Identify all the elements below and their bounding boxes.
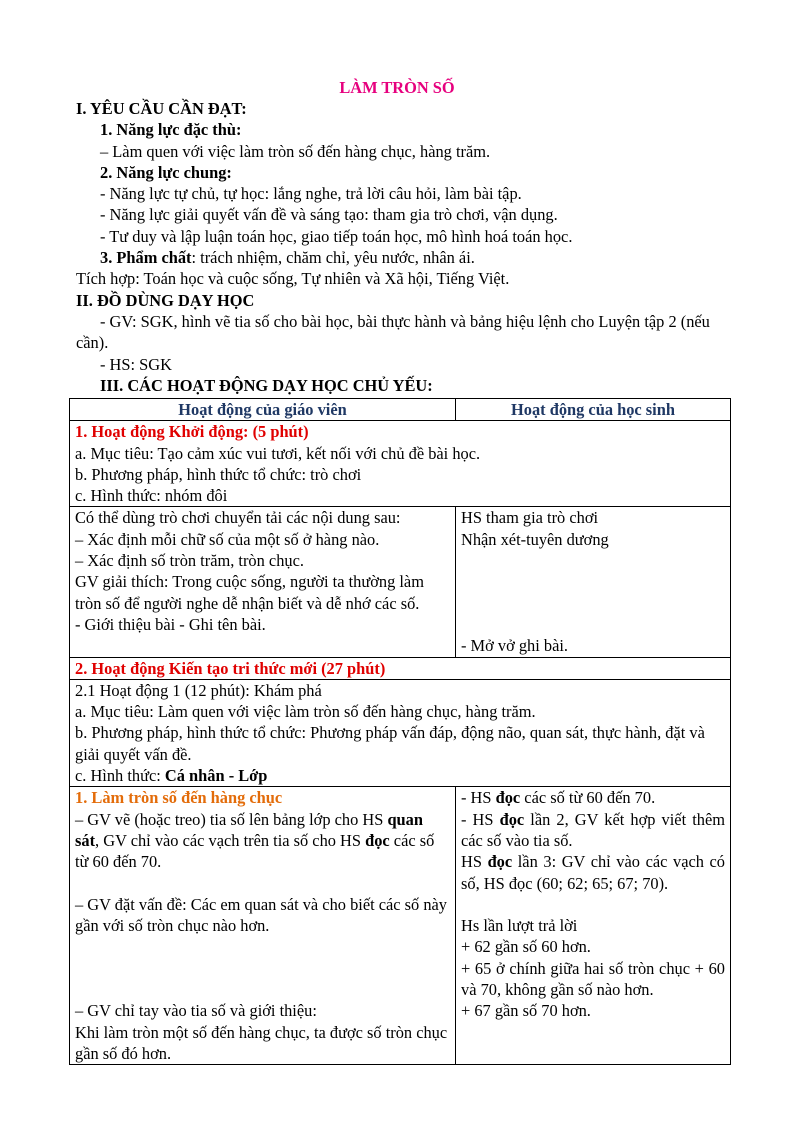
column-header-teacher: Hoạt động của giáo viên	[70, 399, 456, 421]
activity-method: b. Phương pháp, hình thức tổ chức: Phương pháp vấn đáp, động não, quan sát, thực hành, đặt và giải quyết vấn đề.	[75, 723, 705, 764]
explore-student-cell	[456, 787, 731, 1065]
section-heading-requirements: I. YÊU CẦU CẦN ĐẠT:	[76, 99, 247, 118]
heading-specific-competence: 1. Năng lực đặc thù:	[100, 120, 242, 140]
warmup-method: b. Phương pháp, hình thức tổ chức: trò chơi	[75, 464, 362, 484]
student-step: - Mở vở ghi bài.	[461, 636, 569, 656]
spacer	[75, 873, 450, 894]
warmup-info-cell	[70, 421, 731, 507]
teacher-step: – GV chỉ tay vào tia số và giới thiệu:	[75, 1001, 317, 1021]
teacher-step: – Xác định số tròn trăm, tròn chục.	[75, 551, 304, 571]
qualities-text: : trách nhiệm, chăm chỉ, yêu nước, nhân ái.	[191, 248, 475, 268]
integration-line: Tích hợp: Toán học và cuộc sống, Tự nhiên và Xã hội, Tiếng Việt.	[76, 269, 510, 289]
teacher-step: Khi làm tròn một số đến hàng chục, ta được số tròn chục gần số đó hơn.	[75, 1022, 448, 1063]
section-heading-materials: II. ĐỒ DÙNG DẠY HỌC	[76, 290, 255, 310]
heading-general-competence: 2. Năng lực chung:	[100, 162, 232, 182]
activity-goal: a. Mục tiêu: Làm quen với việc làm tròn số đến hàng chục, hàng trăm.	[75, 702, 536, 722]
new-knowledge-info-cell	[70, 679, 731, 786]
materials-student: - HS: SGK	[100, 354, 172, 374]
warmup-heading: 1. Hoạt động Khởi động: (5 phút)	[75, 422, 309, 442]
general-competence-item: - Tư duy và lập luận toán học, giao tiếp toán học, mô hình hoá toán học.	[100, 226, 573, 246]
spacer	[461, 614, 725, 635]
student-step: HS tham gia trò chơi	[461, 508, 599, 528]
student-step: + 62 gần số 60 hơn.	[461, 937, 591, 957]
column-header-student: Hoạt động của học sinh	[456, 399, 731, 421]
student-step: HS đọc lần 3: GV chỉ vào các vạch có số, HS đọc (60; 62; 65; 67; 70).	[461, 852, 725, 893]
warmup-goal: a. Mục tiêu: Tạo cảm xúc vui tươi, kết nối với chủ đề bài học.	[75, 443, 481, 463]
spacer	[461, 550, 725, 614]
specific-competence-item: – Làm quen với việc làm tròn số đến hàng chục, hàng trăm.	[100, 141, 491, 161]
qualities-line	[76, 247, 726, 268]
activities-table	[69, 398, 731, 1065]
warmup-form: c. Hình thức: nhóm đôi	[75, 486, 228, 506]
table-row	[70, 787, 731, 1065]
activity-form: c. Hình thức: Cá nhân - Lớp	[75, 766, 268, 786]
table-header-row	[70, 399, 731, 421]
table-row	[70, 507, 731, 657]
teacher-step: – Xác định mỗi chữ số của một số ở hàng nào.	[75, 529, 380, 549]
warmup-teacher-cell	[70, 507, 456, 657]
intro-section	[76, 98, 726, 396]
student-step: - HS đọc các số từ 60 đến 70.	[461, 788, 656, 808]
activity-subheading: 2.1 Hoạt động 1 (12 phút): Khám phá	[75, 680, 322, 700]
table-row	[70, 421, 731, 507]
teacher-step: – GV vẽ (hoặc treo) tia số lên bảng lớp cho HS quan sát, GV chỉ vào các vạch trên tia số cho HS đọc các số từ 60 đến 70.	[75, 809, 435, 872]
teacher-step: - Giới thiệu bài - Ghi tên bài.	[75, 614, 266, 634]
table-row	[70, 657, 731, 679]
teacher-step: Có thể dùng trò chơi chuyển tải các nội dung sau:	[75, 508, 401, 528]
spacer	[461, 894, 725, 915]
spacer	[75, 936, 450, 1000]
student-step: - HS đọc lần 2, GV kết hợp viết thêm các số vào tia số.	[461, 809, 726, 850]
warmup-student-cell	[456, 507, 731, 657]
document-title: LÀM TRÒN SỐ	[339, 78, 455, 97]
table-row	[70, 679, 731, 786]
teacher-step: GV giải thích: Trong cuộc sống, người ta thường làm tròn số để người nghe dễ nhận biết và dễ nhớ các số.	[75, 572, 424, 613]
general-competence-item: - Năng lực giải quyết vấn đề và sáng tạo: tham gia trò chơi, vận dụng.	[100, 205, 558, 225]
materials-teacher: - GV: SGK, hình vẽ tia số cho bài học, bài thực hành và bảng hiệu lệnh cho Luyện tập 2 (nếu cần).	[76, 311, 710, 353]
new-knowledge-heading: 2. Hoạt động Kiến tạo tri thức mới (27 phút)	[75, 658, 386, 678]
section-heading-activities: III. CÁC HOẠT ĐỘNG DẠY HỌC CHỦ YẾU:	[100, 375, 433, 395]
explore-teacher-cell	[70, 787, 456, 1065]
rounding-tens-heading: 1. Làm tròn số đến hàng chục	[75, 788, 283, 808]
qualities-heading: 3. Phẩm chất	[100, 248, 192, 268]
teacher-step: – GV đặt vấn đề: Các em quan sát và cho biết các số này gần với số tròn chục nào hơn.	[75, 894, 448, 936]
general-competence-item: - Năng lực tự chủ, tự học: lắng nghe, trả lời câu hỏi, làm bài tập.	[100, 184, 522, 204]
student-step: + 67 gần số 70 hơn.	[461, 1001, 591, 1021]
student-step: Nhận xét-tuyên dương	[461, 529, 609, 549]
new-knowledge-heading-cell	[70, 657, 731, 679]
student-step: + 65 ở chính giữa hai số tròn chục + 60 và 70, không gần số nào hơn.	[461, 958, 725, 1000]
student-step: Hs lần lượt trả lời	[461, 916, 578, 936]
